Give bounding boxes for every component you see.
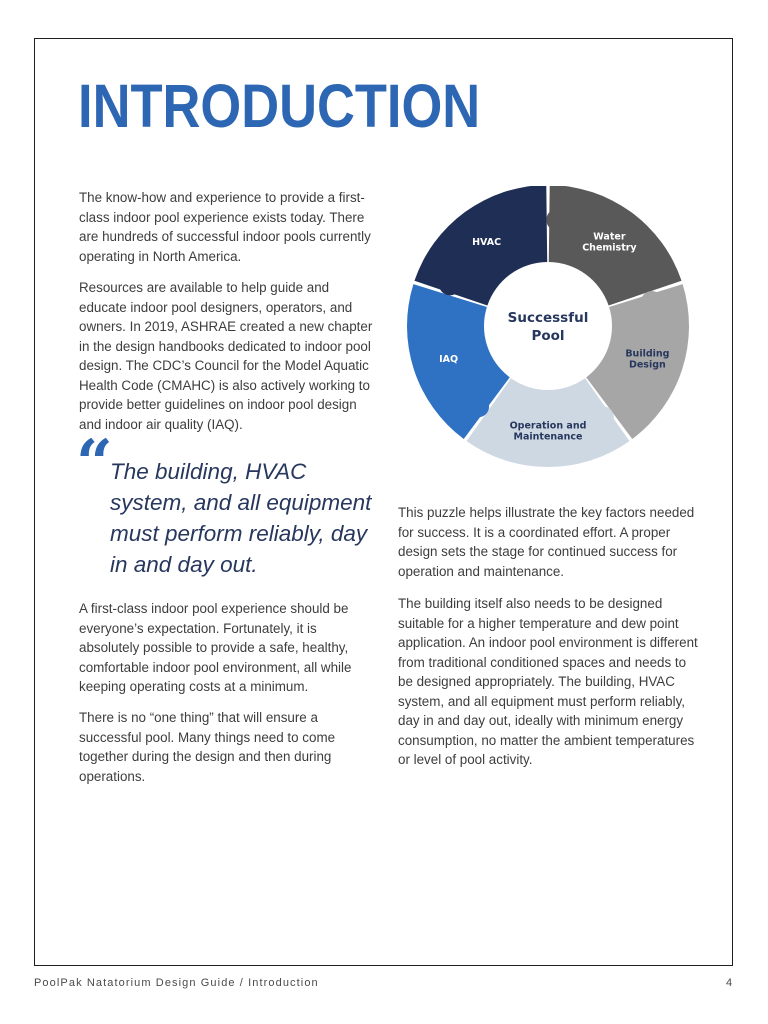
puzzle-tab <box>641 291 663 313</box>
puzzle-tab <box>467 395 489 417</box>
puzzle-segment-label: IAQ <box>439 353 459 365</box>
diagram-paragraph-1: This puzzle helps illustrate the key factors needed for success. It is a coordinated effort. A proper design sets the stage for continued success for operation and maintenance. <box>398 505 695 579</box>
puzzle-segment-label: Operation and <box>509 420 587 432</box>
puzzle-diagram <box>398 186 698 486</box>
puzzle-segment-label: Maintenance <box>513 431 583 443</box>
intro-paragraph-3: A first-class indoor pool experience should be everyone’s expectation. Fortunately, it is absolutely possible to provide a safe, healthy, comfortable indoor pool environment, all while keeping operating costs at a minimum. <box>79 601 352 694</box>
diagram-paragraph-2: The building itself also needs to be designed suitable for a higher temperature and dew point application. An indoor pool environment is different from traditional conditioned spaces and needs to be designed appropriately. The building, HVAC system, and all equipment must perform reliably, day in and day out, ideally with minimum energy consumption, no matter the ambient temperatures or level of pool activity. <box>398 596 698 767</box>
puzzle-segment-label: Chemistry <box>582 242 637 254</box>
puzzle-segment-label: HVAC <box>472 236 502 248</box>
puzzle-tab <box>439 273 461 295</box>
quote-mark-icon: “ <box>76 426 113 501</box>
intro-paragraph-4: There is no “one thing” that will ensure a successful pool. Many things need to come together during the design and then during operations. <box>79 710 336 784</box>
intro-paragraph-1: The know-how and experience to provide a first-class indoor pool experience exists today. There are hundreds of successful indoor pools currently operating in North America. <box>79 190 371 264</box>
puzzle-segment-label: Design <box>628 359 666 371</box>
pull-quote: The building, HVAC system, and all equipment must perform reliably, day in and day out. <box>110 459 372 577</box>
puzzle-segment-label: Water <box>593 231 626 243</box>
puzzle-center-label: Successful <box>507 310 589 326</box>
page-number: 4 <box>726 977 733 989</box>
page-title: INTRODUCTION <box>78 72 481 140</box>
footer-title: PoolPak Natatorium Design Guide / Introduction <box>34 977 319 989</box>
puzzle-center-label: Pool <box>531 328 565 344</box>
puzzle-center <box>488 266 608 386</box>
puzzle-tab <box>546 209 568 231</box>
intro-paragraph-2: Resources are available to help guide and educate indoor pool designers, operators, and owners. In 2019, ASHRAE created a new chapter in the design handbooks dedicated to indoor pool design. The CDC’s Council for the Model Aquatic Health Code (CMAHC) is also actively working to provide better guidelines on indoor pool design and indoor air quality (IAQ). <box>79 280 373 432</box>
puzzle-segment-label: Building <box>625 348 670 360</box>
puzzle-tab <box>592 406 614 428</box>
